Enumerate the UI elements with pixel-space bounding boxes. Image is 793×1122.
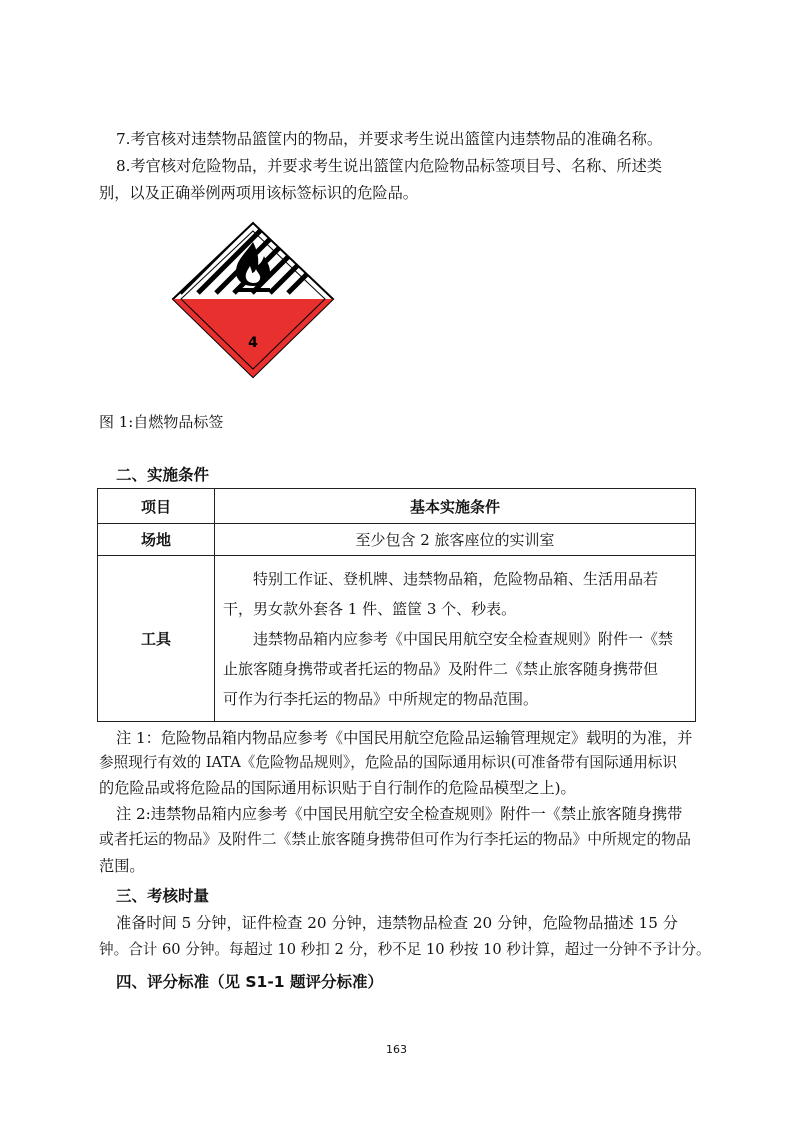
tools-line-1: 特别工作证、登机牌、违禁物品箱，危险物品箱、生活用品若 bbox=[253, 569, 659, 588]
table-row-tools bbox=[98, 556, 696, 722]
cell-venue-label: 场地 bbox=[98, 524, 215, 556]
note-2-line-3: 范围。 bbox=[99, 857, 145, 875]
section-2-title: 二、实施条件 bbox=[116, 466, 210, 484]
spontaneous-combustion-label bbox=[170, 220, 336, 380]
tools-line-5: 可作为行李托运的物品》中所规定的物品范围。 bbox=[223, 689, 539, 708]
cell-tools-label: 工具 bbox=[98, 556, 215, 722]
figure-caption: 图 1:自燃物品标签 bbox=[99, 413, 224, 431]
table-row-venue bbox=[98, 524, 696, 556]
class-number: 4 bbox=[248, 335, 258, 351]
conditions-table bbox=[97, 488, 696, 722]
cell-venue-value: 至少包含 2 旅客座位的实训室 bbox=[215, 524, 696, 556]
note-1-line-2: 参照现行有效的 IATA《危险物品规则》，危险品的国际通用标识(可准备带有国际通用标识 bbox=[99, 754, 677, 771]
note-1-line-1: 注 1：危险物品箱内物品应参考《中国民用航空危险品运输管理规定》载明的为准，并 bbox=[116, 729, 693, 747]
page-number: 163 bbox=[386, 1043, 407, 1056]
tools-line-2: 干，男女款外套各 1 件、篮筐 3 个、秒表。 bbox=[223, 599, 517, 618]
table-header-row bbox=[98, 489, 696, 524]
tools-line-3: 违禁物品箱内应参考《中国民用航空安全检查规则》附件一《禁 bbox=[253, 629, 674, 648]
section-3-title: 三、考核时量 bbox=[116, 887, 210, 905]
section-4-title: 四、评分标准（见 S1-1 题评分标准） bbox=[116, 973, 383, 991]
note-1-line-3: 的危险品或将危险品的国际通用标识贴于自行制作的危险品模型之上)。 bbox=[99, 779, 576, 797]
cell-tools-value bbox=[215, 556, 696, 722]
timing-line-1: 准备时间 5 分钟，证件检查 20 分钟，违禁物品检查 20 分钟，危险物品描述 15 分 bbox=[116, 914, 678, 932]
header-conditions: 基本实施条件 bbox=[215, 489, 696, 524]
note-2-line-1: 注 2:违禁物品箱内应参考《中国民用航空安全检查规则》附件一《禁止旅客随身携带 bbox=[116, 805, 683, 823]
timing-line-2: 钟。合计 60 分钟。每超过 10 秒扣 2 分，秒不足 10 秒按 10 秒计算，超过一分钟不予计分。 bbox=[99, 941, 711, 958]
note-2-line-2: 或者托运的物品》及附件二《禁止旅客随身携带但可作为行李托运的物品》中所规定的物品 bbox=[99, 831, 691, 848]
tools-line-4: 止旅客随身携带或者托运的物品》及附件二《禁止旅客随身携带但 bbox=[223, 659, 659, 678]
intro-line-8-cont: 别，以及正确举例两项用该标签标识的危险品。 bbox=[99, 184, 418, 202]
intro-line-8: 8.考官核对危险物品，并要求考生说出篮筐内危险物品标签项目号、名称、所述类 bbox=[116, 157, 663, 175]
header-item: 项目 bbox=[98, 489, 215, 524]
intro-line-7: 7.考官核对违禁物品篮筐内的物品，并要求考生说出篮筐内违禁物品的准确名称。 bbox=[116, 130, 663, 148]
